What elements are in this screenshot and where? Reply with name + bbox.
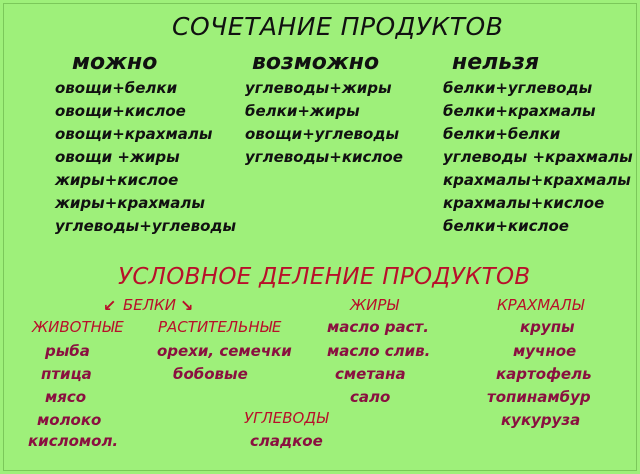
list-item: овощи+кислое bbox=[55, 102, 186, 120]
list-item: белки+кислое bbox=[443, 217, 569, 235]
list-item: мучное bbox=[513, 342, 577, 360]
list-item: жиры+крахмалы bbox=[55, 194, 205, 212]
list-item: мясо bbox=[45, 388, 87, 406]
page-title: СОЧЕТАНИЕ ПРОДУКТОВ bbox=[172, 12, 504, 41]
list-item: углеводы +крахмалы bbox=[443, 148, 633, 166]
list-item: белки+жиры bbox=[245, 102, 360, 120]
list-item: углеводы+кислое bbox=[245, 148, 403, 166]
list-item: масло раст. bbox=[327, 318, 429, 336]
list-item: масло слив. bbox=[327, 342, 431, 360]
division-title: УСЛОВНОЕ ДЕЛЕНИЕ ПРОДУКТОВ bbox=[118, 264, 531, 290]
list-item: рыба bbox=[45, 342, 90, 360]
list-item: топинамбур bbox=[487, 388, 591, 406]
list-item: белки+крахмалы bbox=[443, 102, 596, 120]
list-item: крахмалы+крахмалы bbox=[443, 171, 631, 189]
list-item: кукуруза bbox=[501, 411, 581, 429]
list-item: крупы bbox=[520, 318, 575, 336]
list-item: птица bbox=[41, 365, 92, 383]
fats-label: ЖИРЫ bbox=[350, 296, 399, 314]
list-item: орехи, семечки bbox=[157, 342, 292, 360]
animal-proteins-label: ЖИВОТНЫЕ bbox=[32, 318, 124, 336]
list-item: овощи+крахмалы bbox=[55, 125, 213, 143]
heading-possible: возможно bbox=[252, 50, 380, 75]
list-item: углеводы+жиры bbox=[245, 79, 392, 97]
list-item: картофель bbox=[496, 365, 592, 383]
arrow-down-left-icon: ↙ bbox=[103, 296, 117, 315]
plant-proteins-label: РАСТИТЕЛЬНЫЕ bbox=[158, 318, 282, 336]
arrow-down-right-icon: ↘ bbox=[180, 296, 194, 315]
list-item: овощи +жиры bbox=[55, 148, 180, 166]
list-item: овощи+белки bbox=[55, 79, 178, 97]
list-item: сало bbox=[350, 388, 391, 406]
list-item: молоко bbox=[37, 411, 102, 429]
list-item: сладкое bbox=[250, 432, 323, 450]
list-item: белки+белки bbox=[443, 125, 561, 143]
proteins-label: БЕЛКИ bbox=[123, 296, 176, 314]
list-item: овощи+углеводы bbox=[245, 125, 400, 143]
list-item: белки+углеводы bbox=[443, 79, 593, 97]
list-item: жиры+кислое bbox=[55, 171, 179, 189]
list-item: углеводы+углеводы bbox=[55, 217, 237, 235]
heading-forbidden: нельзя bbox=[452, 50, 540, 75]
heading-can: можно bbox=[72, 50, 158, 75]
list-item: бобовые bbox=[173, 365, 248, 383]
list-item: сметана bbox=[335, 365, 406, 383]
list-item: кисломол. bbox=[28, 432, 119, 450]
list-item: крахмалы+кислое bbox=[443, 194, 605, 212]
starches-label: КРАХМАЛЫ bbox=[497, 296, 584, 314]
carbs-label: УГЛЕВОДЫ bbox=[244, 409, 329, 427]
